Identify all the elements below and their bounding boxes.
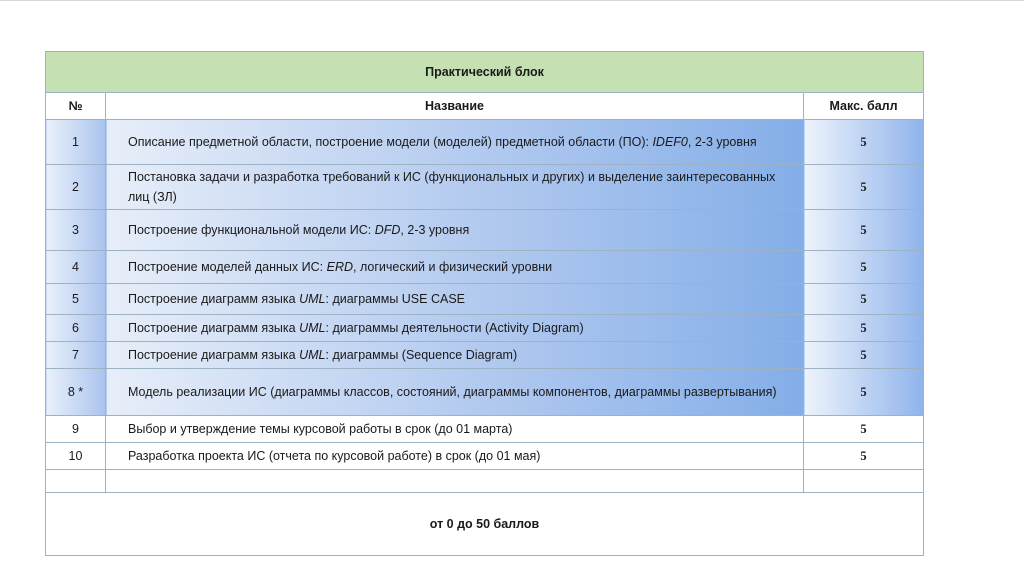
table-row xyxy=(46,315,924,342)
row-name xyxy=(106,165,804,210)
row-name xyxy=(106,416,804,443)
row-number: 5 xyxy=(46,284,106,315)
table-row xyxy=(46,120,924,165)
row-name-italic-term: UML xyxy=(299,348,326,362)
row-name-text: : диаграммы USE CASE xyxy=(325,292,465,306)
row-number: 4 xyxy=(46,251,106,284)
row-number: 10 xyxy=(46,443,106,470)
row-number: 9 xyxy=(46,416,106,443)
row-number: 7 xyxy=(46,342,106,369)
row-name xyxy=(106,443,804,470)
row-number: 6 xyxy=(46,315,106,342)
row-max-score: 5 xyxy=(804,165,924,210)
table-row xyxy=(46,416,924,443)
row-name-italic-term: UML xyxy=(299,321,326,335)
row-max-score: 5 xyxy=(804,210,924,251)
row-name xyxy=(106,315,804,342)
row-name-text: Выбор и утверждение темы курсовой работы в срок (до 01 марта) xyxy=(128,422,513,436)
table-row xyxy=(46,284,924,315)
row-max-score: 5 xyxy=(804,120,924,165)
table-title: Практический блок xyxy=(46,52,924,93)
row-name-italic-term: ERD xyxy=(326,260,354,274)
table-row xyxy=(46,210,924,251)
empty-cell xyxy=(804,470,924,493)
row-name-text: : диаграммы деятельности (Activity Diagram) xyxy=(325,321,584,335)
row-number: 2 xyxy=(46,165,106,210)
row-name-text: Построение функциональной модели ИС: xyxy=(128,223,375,237)
total-score-range: от 0 до 50 баллов xyxy=(46,493,924,556)
row-name xyxy=(106,210,804,251)
table-row xyxy=(46,251,924,284)
row-name-text: , 2-3 уровня xyxy=(687,135,757,149)
row-max-score: 5 xyxy=(804,369,924,416)
rows-body xyxy=(46,120,924,470)
row-number: 3 xyxy=(46,210,106,251)
row-name-italic-term: DFD xyxy=(374,223,401,237)
row-number: 1 xyxy=(46,120,106,165)
row-name-text: Разработка проекта ИС (отчета по курсовой работе) в срок (до 01 мая) xyxy=(128,449,541,463)
header-score: Макс. балл xyxy=(804,93,924,120)
row-max-score: 5 xyxy=(804,416,924,443)
table-row xyxy=(46,443,924,470)
row-max-score: 5 xyxy=(804,315,924,342)
row-name-italic-term: IDEF0 xyxy=(652,135,688,149)
row-max-score: 5 xyxy=(804,443,924,470)
empty-cell xyxy=(46,470,106,493)
row-name xyxy=(106,284,804,315)
row-name-text: : диаграммы (Sequence Diagram) xyxy=(325,348,518,362)
row-max-score: 5 xyxy=(804,342,924,369)
row-name-text: Построение диаграмм языка xyxy=(128,321,300,335)
row-name-text: , 2-3 уровня xyxy=(400,223,470,237)
row-name-text: Описание предметной области, построение модели (моделей) предметной области (ПО): xyxy=(128,135,653,149)
table-row xyxy=(46,369,924,416)
row-name xyxy=(106,342,804,369)
row-name-italic-term: UML xyxy=(299,292,326,306)
empty-cell xyxy=(106,470,804,493)
row-name-text: , логический и физический уровни xyxy=(353,260,553,274)
header-num: № xyxy=(46,93,106,120)
row-name xyxy=(106,251,804,284)
empty-row xyxy=(46,470,924,493)
row-max-score: 5 xyxy=(804,251,924,284)
table-row xyxy=(46,165,924,210)
row-name-text: Построение моделей данных ИС: xyxy=(128,260,327,274)
row-name-text: Модель реализации ИС (диаграммы классов, состояний, диаграммы компонентов, диаграммы развертывания) xyxy=(128,385,777,399)
row-max-score: 5 xyxy=(804,284,924,315)
table-row xyxy=(46,342,924,369)
row-name-text: Построение диаграмм языка xyxy=(128,348,300,362)
practical-block-table xyxy=(45,51,924,556)
row-name xyxy=(106,120,804,165)
row-number: 8 * xyxy=(46,369,106,416)
header-row xyxy=(46,93,924,120)
row-name-text: Постановка задачи и разработка требований к ИС (функциональных и других) и выделение заинтересованных лиц (ЗЛ) xyxy=(128,170,776,204)
row-name-text: Построение диаграмм языка xyxy=(128,292,300,306)
header-name: Название xyxy=(106,93,804,120)
row-name xyxy=(106,369,804,416)
